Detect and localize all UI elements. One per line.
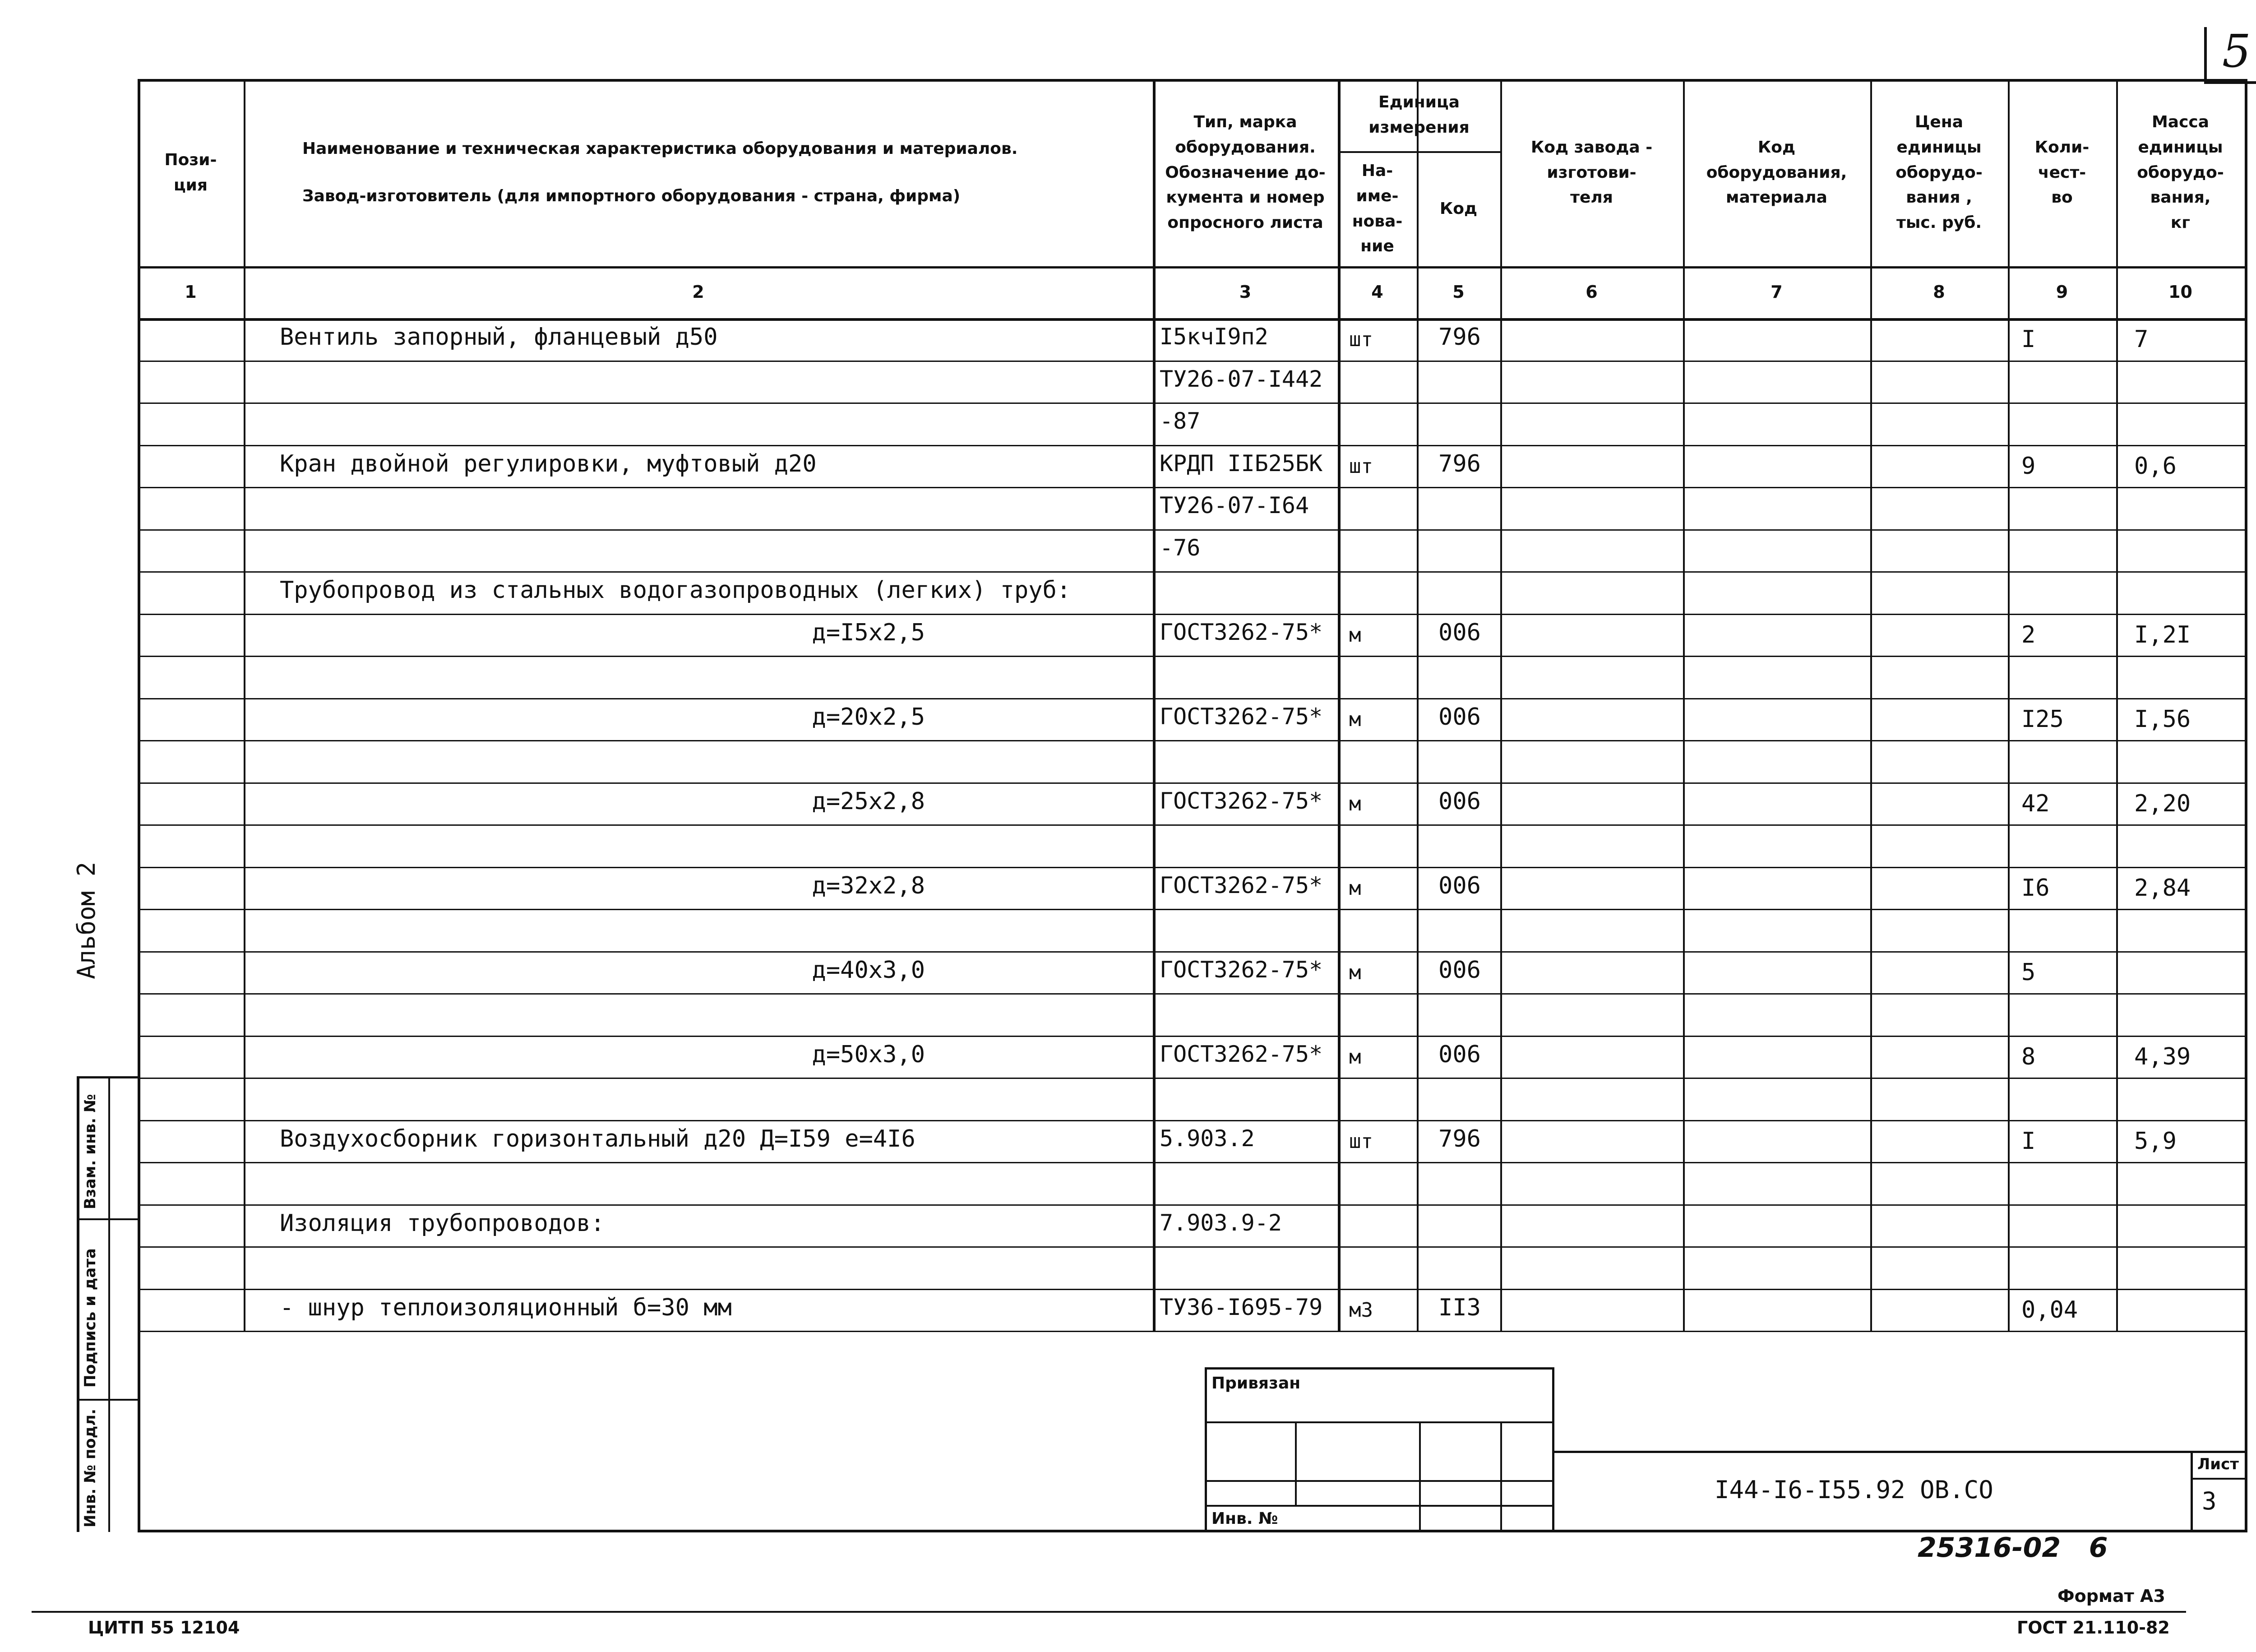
column-header-line: вания , — [1906, 188, 1972, 207]
row-name: Вентиль запорный, фланцевый д50 — [280, 324, 718, 351]
column-header-5 — [1417, 151, 1500, 266]
row-type: ГОСТ3262-75* — [1160, 1041, 1323, 1067]
column-header-line: материала — [1726, 188, 1827, 207]
row-line — [138, 1078, 2245, 1079]
row-unit: шт — [1349, 328, 1373, 351]
row-code: 006 — [1438, 619, 1481, 646]
column-header-2 — [244, 79, 1153, 266]
column-header-line: ция — [173, 176, 208, 194]
footer-right: ГОСТ 21.110-82 — [2017, 1618, 2170, 1638]
column-header-line: кумента и номер — [1166, 188, 1325, 207]
row-code: 796 — [1438, 324, 1481, 351]
column-header-4 — [1338, 151, 1417, 266]
title-block-border — [1552, 1367, 1554, 1532]
column-header-1 — [138, 79, 244, 266]
unit-group-header-line: измерения — [1368, 118, 1470, 137]
side-stamp-divider — [77, 1218, 138, 1220]
column-header-line: вания, — [2150, 188, 2211, 207]
title-block-line — [1552, 1451, 2247, 1453]
column-header-line: Цена — [1915, 113, 1963, 131]
row-unit: м — [1349, 792, 1361, 815]
title-block-line — [2191, 1451, 2193, 1532]
row-quantity: I6 — [2021, 874, 2050, 902]
side-stamp-border — [77, 1076, 138, 1078]
unit-group-header — [1338, 79, 1500, 151]
row-line — [138, 824, 2245, 826]
row-type: ГОСТ3262-75* — [1160, 956, 1323, 983]
sheet-number: 3 — [2202, 1487, 2217, 1515]
column-header-line: Завод-изготовитель (для импортного оборудования - страна, фирма) — [302, 186, 961, 205]
column-header-line: Код — [1439, 199, 1478, 218]
format-label: Формат А3 — [2057, 1586, 2165, 1606]
column-number-9: 9 — [2056, 282, 2068, 302]
row-code: 006 — [1438, 956, 1481, 984]
column-number-8: 8 — [1933, 282, 1945, 302]
column-header-line: единицы — [2138, 138, 2223, 157]
row-quantity: I — [2021, 326, 2036, 353]
row-quantity: I — [2021, 1127, 2036, 1155]
row-line — [138, 614, 2245, 615]
row-name: Трубопровод из стальных водогазопроводных (легких) труб: — [280, 577, 1071, 604]
row-line — [138, 909, 2245, 910]
row-line — [138, 993, 2245, 995]
column-number-10: 10 — [2168, 282, 2192, 302]
row-line — [138, 698, 2245, 699]
row-code: 796 — [1438, 1125, 1481, 1152]
side-stamp-divider — [77, 1399, 138, 1401]
column-header-line: единицы — [1896, 138, 1982, 157]
column-header-line: оборудования, — [1706, 163, 1847, 182]
column-header-3 — [1153, 79, 1338, 266]
row-line — [138, 529, 2245, 531]
row-line — [138, 740, 2245, 741]
row-mass: I,2I — [2134, 621, 2191, 648]
row-line — [138, 1036, 2245, 1037]
row-unit: м — [1349, 961, 1361, 984]
row-name: д=40х3,0 — [812, 956, 925, 984]
column-header-line: Код — [1757, 138, 1796, 157]
column-number-2: 2 — [692, 282, 704, 302]
row-unit: м — [1349, 876, 1361, 900]
row-code: 006 — [1438, 872, 1481, 899]
row-type: 5.903.2 — [1160, 1125, 1255, 1152]
row-line — [138, 1120, 2245, 1121]
column-numbers-bottom-border — [138, 318, 2245, 321]
side-stamp-label: Инв. № подл. — [81, 1408, 99, 1527]
row-mass: 0,6 — [2134, 452, 2177, 480]
side-stamp-label: Взам. инв. № — [81, 1094, 99, 1209]
row-name: Кран двойной регулировки, муфтовый д20 — [280, 450, 817, 477]
privyazan-label: Привязан — [1211, 1374, 1301, 1393]
row-line — [138, 445, 2245, 446]
column-header-line: нова- — [1352, 212, 1403, 231]
row-name: Воздухосборник горизонтальный д20 Д=I59 е=4I6 — [280, 1125, 915, 1152]
row-code: 796 — [1438, 450, 1481, 477]
column-header-6 — [1500, 79, 1683, 266]
row-type: ГОСТ3262-75* — [1160, 872, 1323, 898]
row-unit: м — [1349, 708, 1361, 731]
row-mass: 2,84 — [2134, 874, 2191, 902]
row-quantity: 0,04 — [2021, 1296, 2078, 1323]
column-header-line: Коли- — [2034, 138, 2090, 157]
row-code: 006 — [1438, 703, 1481, 731]
column-header-line: изготови- — [1547, 163, 1637, 182]
column-header-line: кг — [2170, 213, 2191, 232]
document-designation: I44-I6-I55.92 ОВ.СО — [1715, 1476, 1993, 1504]
column-header-line: во — [2051, 188, 2073, 207]
column-number-3: 3 — [1239, 282, 1252, 302]
side-stamp-border — [77, 1076, 79, 1532]
inv-no-label: Инв. № — [1211, 1509, 1278, 1528]
row-line — [138, 1246, 2245, 1248]
column-number-4: 4 — [1371, 282, 1383, 302]
sheet-corner-number: 5 — [2222, 25, 2251, 78]
row-quantity: 42 — [2021, 790, 2050, 817]
column-header-line: ние — [1360, 237, 1394, 256]
side-stamp-divider — [108, 1076, 110, 1532]
row-type: КРДП IIБ25БК — [1160, 450, 1323, 477]
row-unit: м — [1349, 623, 1361, 647]
column-header-line: Код завода - — [1530, 138, 1653, 157]
row-type: -76 — [1160, 534, 1201, 561]
row-type: ГОСТ3262-75* — [1160, 619, 1323, 645]
title-block-line — [1419, 1421, 1421, 1532]
column-header-line: чест- — [2038, 163, 2086, 182]
footer-line — [32, 1611, 2186, 1613]
row-line — [138, 361, 2245, 362]
row-name: д=25х2,8 — [812, 787, 925, 815]
row-name: - шнур теплоизоляционный б=30 мм — [280, 1294, 732, 1321]
row-type: I5кчI9п2 — [1160, 324, 1268, 350]
row-line — [138, 951, 2245, 953]
column-header-line: оборудо- — [1895, 163, 1983, 182]
row-quantity: 8 — [2021, 1043, 2036, 1070]
column-header-line: оборудования. — [1175, 138, 1316, 157]
row-line — [138, 1204, 2245, 1206]
title-block-border — [1205, 1367, 1207, 1532]
title-block-border — [1205, 1367, 1552, 1370]
row-code: 006 — [1438, 787, 1481, 815]
row-name: д=32х2,8 — [812, 872, 925, 899]
row-unit: шт — [1349, 454, 1373, 478]
row-quantity: 2 — [2021, 621, 2036, 648]
row-quantity: 9 — [2021, 452, 2036, 480]
row-type: ТУ26-07-I442 — [1160, 366, 1323, 392]
column-header-line: Масса — [2151, 113, 2210, 131]
sheet-label: Лист — [2197, 1455, 2239, 1473]
column-number-1: 1 — [185, 282, 197, 302]
row-line — [138, 571, 2245, 573]
title-block-line — [2191, 1478, 2247, 1480]
column-header-10 — [2116, 79, 2245, 266]
row-mass: 5,9 — [2134, 1127, 2177, 1155]
row-name: д=50х3,0 — [812, 1041, 925, 1068]
row-line — [138, 1162, 2245, 1163]
row-unit: шт — [1349, 1129, 1373, 1153]
column-header-8 — [1870, 79, 2008, 266]
row-quantity: I25 — [2021, 705, 2064, 733]
row-mass: 2,20 — [2134, 790, 2191, 817]
title-block-line — [1500, 1421, 1502, 1532]
column-header-9 — [2008, 79, 2116, 266]
row-name: д=20х2,5 — [812, 703, 925, 731]
row-unit: м — [1349, 1045, 1361, 1069]
column-header-line: На- — [1361, 161, 1393, 180]
column-header-line: Обозначение до- — [1165, 163, 1326, 182]
column-number-7: 7 — [1771, 282, 1783, 302]
row-line — [138, 867, 2245, 868]
row-type: 7.903.9-2 — [1160, 1209, 1282, 1236]
side-stamp-label: Подпись и дата — [81, 1248, 99, 1388]
column-header-7 — [1683, 79, 1870, 266]
column-header-line: име- — [1356, 186, 1399, 205]
column-header-line: опросного листа — [1167, 213, 1323, 232]
column-header-line: тыс. руб. — [1896, 213, 1982, 232]
row-mass: 7 — [2134, 326, 2149, 353]
column-header-line: оборудо- — [2137, 163, 2224, 182]
row-mass: I,56 — [2134, 705, 2191, 733]
row-type: -87 — [1160, 408, 1201, 434]
title-block-line — [1295, 1421, 1297, 1505]
row-line — [138, 403, 2245, 404]
column-number-6: 6 — [1586, 282, 1598, 302]
row-mass: 4,39 — [2134, 1043, 2191, 1070]
column-header-line: Тип, марка — [1193, 113, 1297, 131]
row-name: Изоляция трубопроводов: — [280, 1209, 605, 1237]
row-name: д=I5х2,5 — [812, 619, 925, 646]
handwritten-number: 25316-02 6 — [1918, 1532, 2108, 1564]
row-unit: м3 — [1349, 1298, 1373, 1322]
row-line — [138, 782, 2245, 784]
album-label: Альбом 2 — [72, 861, 101, 979]
unit-group-header-line: Единица — [1378, 93, 1460, 112]
row-type: ГОСТ3262-75* — [1160, 703, 1323, 730]
footer-left: ЦИТП 55 12104 — [88, 1618, 240, 1638]
row-quantity: 5 — [2021, 958, 2036, 986]
row-type: ТУ26-07-I64 — [1160, 492, 1309, 518]
row-type: ТУ36-I695-79 — [1160, 1294, 1323, 1320]
table-right-border — [2245, 79, 2247, 1532]
column-header-line: Пози- — [164, 150, 217, 169]
row-code: II3 — [1438, 1294, 1481, 1321]
row-line — [138, 1289, 2245, 1290]
row-type: ГОСТ3262-75* — [1160, 787, 1323, 814]
column-header-line: теля — [1570, 188, 1613, 207]
row-line — [138, 487, 2245, 488]
row-line — [138, 1331, 2245, 1332]
row-line — [138, 656, 2245, 657]
column-number-5: 5 — [1452, 282, 1465, 302]
row-code: 006 — [1438, 1041, 1481, 1068]
column-header-line: Наименование и техническая характеристика оборудования и материалов. — [302, 139, 1018, 158]
